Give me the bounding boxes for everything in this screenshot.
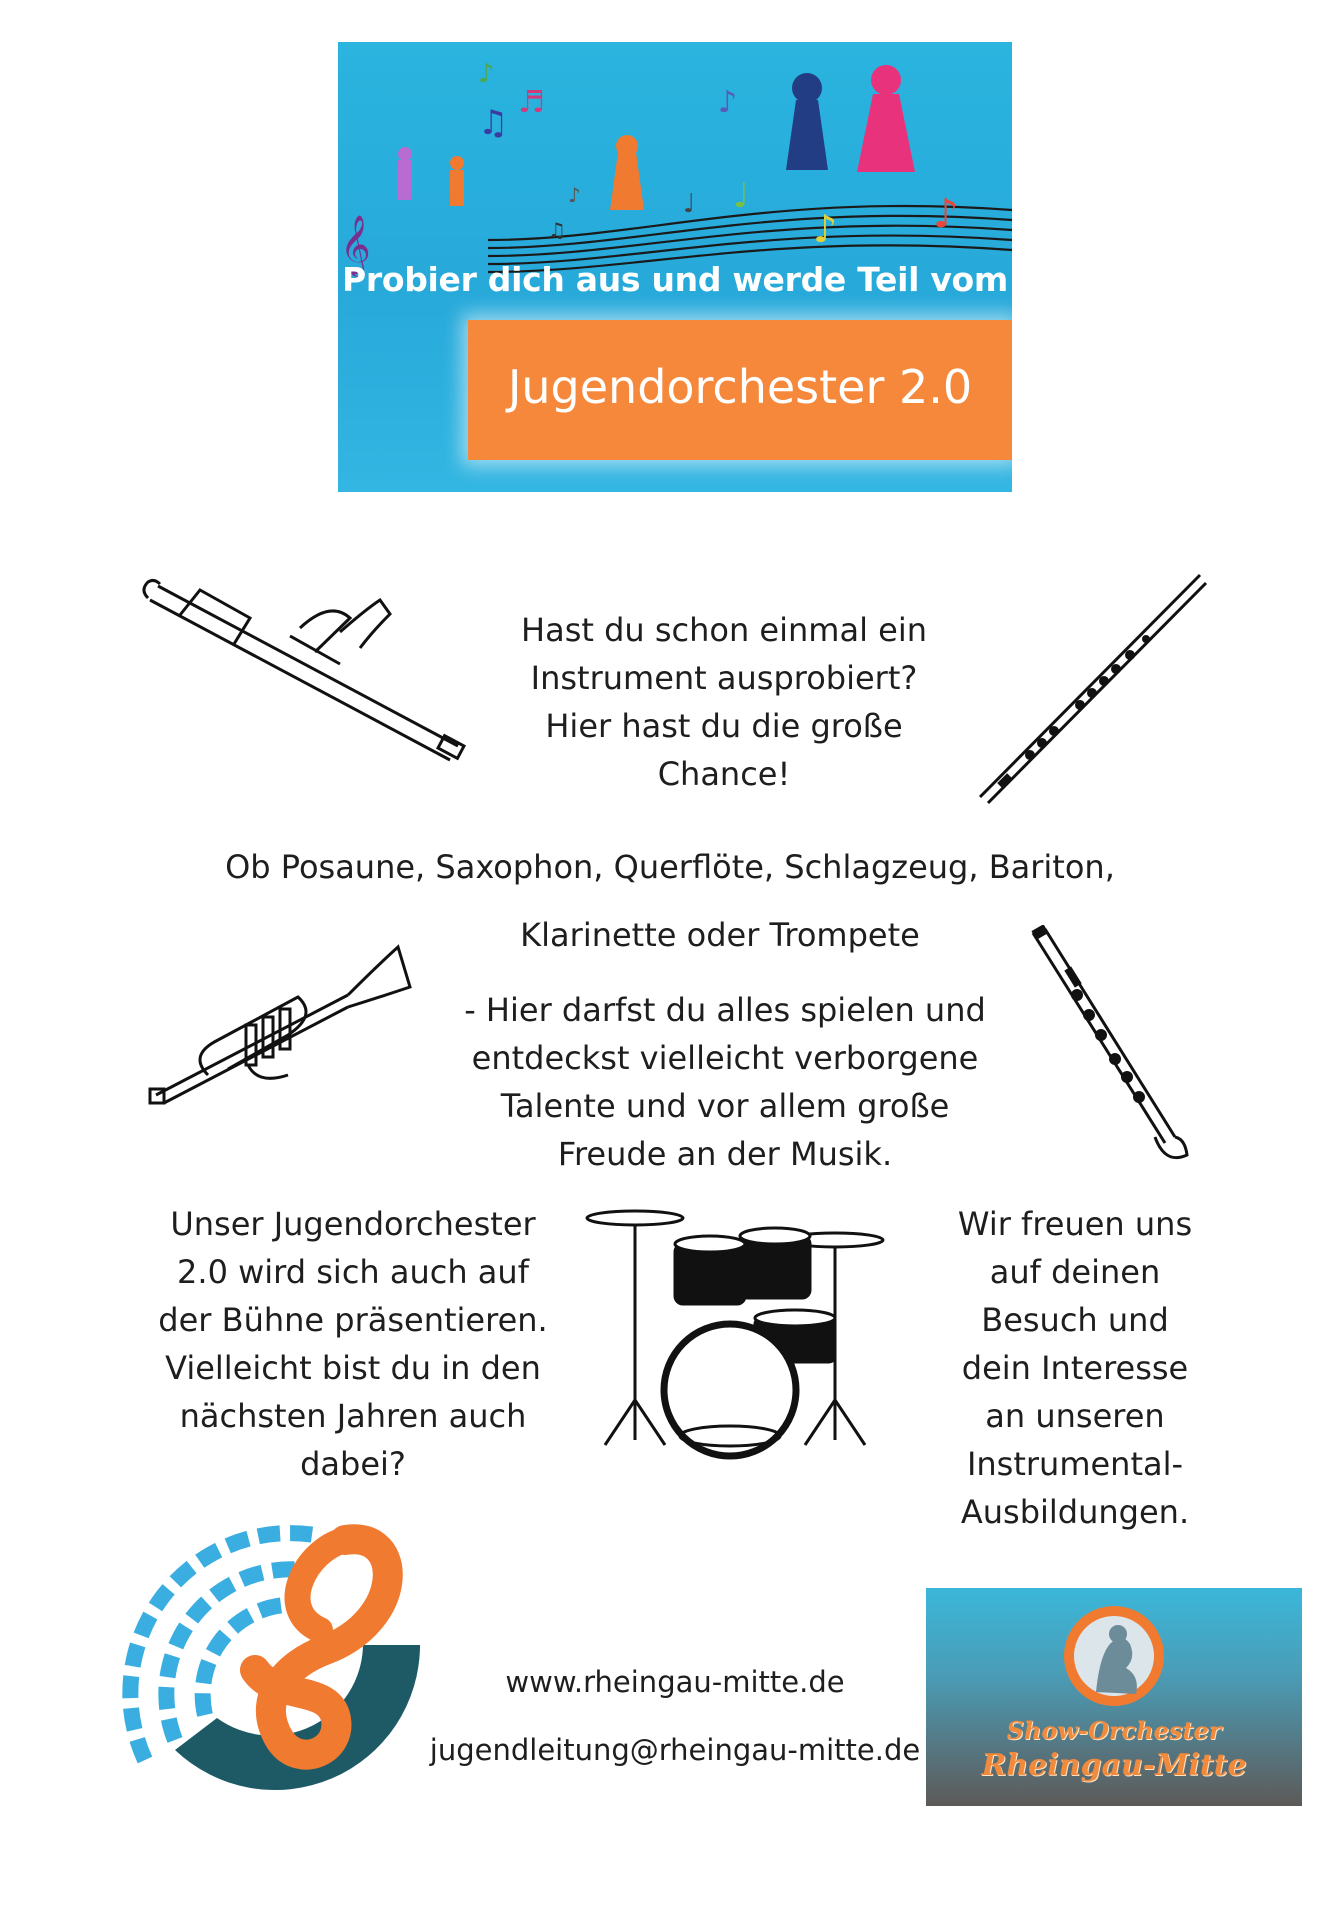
intro-text: Hast du schon einmal ein Instrument ausprobiert? Hier hast du die große Chance! [521, 611, 927, 793]
try-instruments-text: - Hier darfst du alles spielen und entdeckst vielleicht verborgene Talente und vor allem große Freude an der Musik. [464, 991, 986, 1173]
banner-title-box [468, 320, 1012, 460]
svg-text:♪: ♪ [718, 85, 738, 120]
banner-image [338, 42, 1012, 492]
stage-text: Unser Jugendorchester 2.0 wird sich auch auf der Bühne präsentieren. Vielleicht bist du in den nächsten Jahren auch dabei? [158, 1205, 548, 1483]
clarinet-icon [1015, 925, 1195, 1170]
jugendorchester-logo [105, 1500, 435, 1860]
show-logo-line1: Show-Orchester [1006, 1716, 1222, 1745]
website-link[interactable]: www.rheingau-mitte.de [505, 1665, 845, 1699]
svg-text:♪: ♪ [933, 191, 959, 237]
svg-text:♪: ♪ [813, 207, 838, 251]
trumpet-icon [148, 935, 418, 1115]
email-link[interactable]: jugendleitung@rheingau-mitte.de [429, 1733, 921, 1767]
instruments-list-line1: Ob Posaune, Saxophon, Querflöte, Schlagzeug, Bariton, [225, 848, 1115, 886]
svg-text:♫: ♫ [548, 218, 566, 242]
svg-text:♩: ♩ [733, 176, 750, 216]
svg-text:♫: ♫ [478, 103, 509, 143]
svg-text:♪: ♪ [478, 59, 495, 89]
instruments-list-line2: Klarinette oder Trompete [520, 916, 920, 954]
banner-title: Jugendorchester 2.0 [507, 360, 973, 414]
show-logo-line2: Rheingau-Mitte [981, 1748, 1247, 1783]
banner-tagline: Probier dich aus und werde Teil vom [341, 260, 1008, 299]
drum-kit-icon [575, 1200, 895, 1460]
svg-text:♩: ♩ [683, 189, 696, 219]
svg-text:♪: ♪ [568, 183, 581, 207]
thanks-text: Wir freuen uns auf deinen Besuch und dein Interesse an unseren Instrumental- Ausbildungen. [957, 1205, 1193, 1531]
trombone-icon [140, 570, 470, 780]
flute-icon [970, 565, 1210, 810]
show-orchester-logo [926, 1588, 1302, 1806]
svg-text:♬: ♬ [518, 85, 545, 120]
svg-text:𝄞: 𝄞 [340, 215, 371, 275]
conductor-emblem-icon [1056, 1602, 1172, 1710]
